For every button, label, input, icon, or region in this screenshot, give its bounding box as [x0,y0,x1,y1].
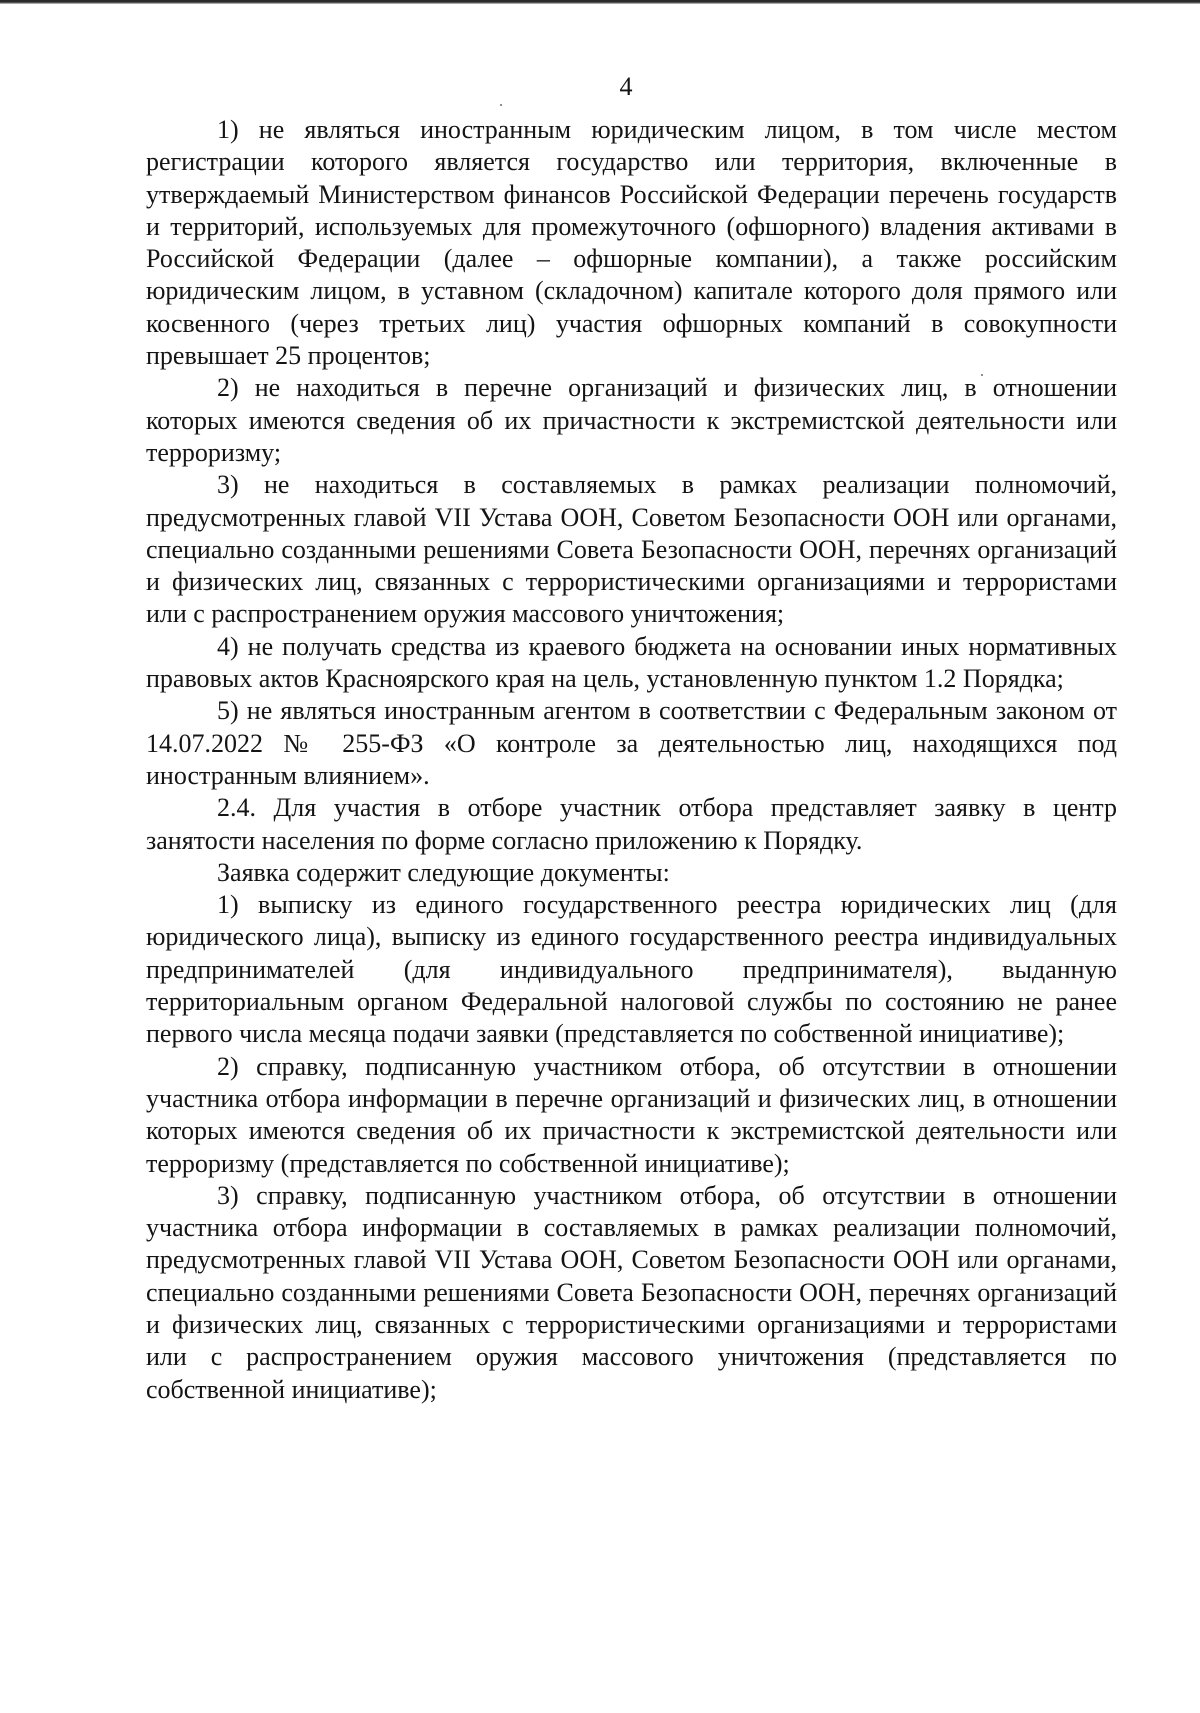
scan-top-edge [0,0,1200,4]
paragraph-requirement-2: 2) не находиться в перечне организаций и физических лиц, в отношении которых имеются сведения об их причастности к экстремистской деятельности или терроризму; [146,373,1117,467]
paragraph-section-2-4: 2.4. Для участия в отборе участник отбора представляет заявку в центр занятости населения по форме согласно приложению к Порядку. [146,793,1117,855]
document-body [146,114,1117,1406]
paragraph-requirement-3: 3) не находиться в составляемых в рамках реализации полномочий, предусмотренных главой VII Устава ООН, Советом Безопасности ООН или органами, специально созданными решениями Совета Безопасности ООН, перечнях организаций и физических лиц, связанных с террористическими организациями и террористами или с распространением оружия массового уничтожения; [146,470,1117,629]
paragraph-requirement-1: 1) не являться иностранным юридическим лицом, в том числе местом регистрации которого является государство или территория, включенные в утверждаемый Министерством финансов Российской Федерации перечень государств и территорий, используемых для промежуточного (офшорного) владения активами в Российской Федерации (далее – офшорные компании), а также российским юридическим лицом, в уставном (складочном) капитале которого доля прямого или косвенного (через третьих лиц) участия офшорных компаний в совокупности превышает 25 процентов; [146,115,1117,371]
page-number: 4 [619,72,633,101]
paragraph-document-3: 3) справку, подписанную участником отбора, об отсутствии в отношении участника отбора информации в составляемых в рамках реализации полномочий, предусмотренных главой VII Устава ООН, Советом Безопасности ООН или органами, специально созданными решениями Совета Безопасности ООН, перечнях организаций и физических лиц, связанных с террористическими организациями и террористами или с распространением оружия массового уничтожения (представляется по собственной инициативе); [146,1180,1117,1404]
paragraph-requirement-4: 4) не получать средства из краевого бюджета на основании иных нормативных правовых актов Красноярского края на цель, установленную пунктом 1.2 Порядка; [146,631,1117,694]
paragraph-document-2: 2) справку, подписанную участником отбора, об отсутствии в отношении участника отбора информации в перечне организаций и физических лиц, в отношении которых имеются сведения об их причастности к экстремистской деятельности или терроризму (представляется по собственной инициативе); [146,1051,1117,1178]
paragraph-application-intro: Заявка содержит следующие документы: [217,857,670,887]
scan-speck [500,104,502,106]
paragraph-requirement-5: 5) не являться иностранным агентом в соответствии с Федеральным законом от 14.07.2022 № 255-ФЗ «О контроле за деятельностью лиц, находящихся под иностранным влиянием». [146,696,1117,790]
paragraph-document-1: 1) выписку из единого государственного реестра юридических лиц (для юридического лица), выписку из единого государственного реестра индивидуальных предпринимателей (для индивидуального предпринимателя), выданную территориальным органом Федеральной налоговой службы по состоянию не ранее первого числа месяца подачи заявки (представляется по собственной инициативе); [146,890,1117,1049]
